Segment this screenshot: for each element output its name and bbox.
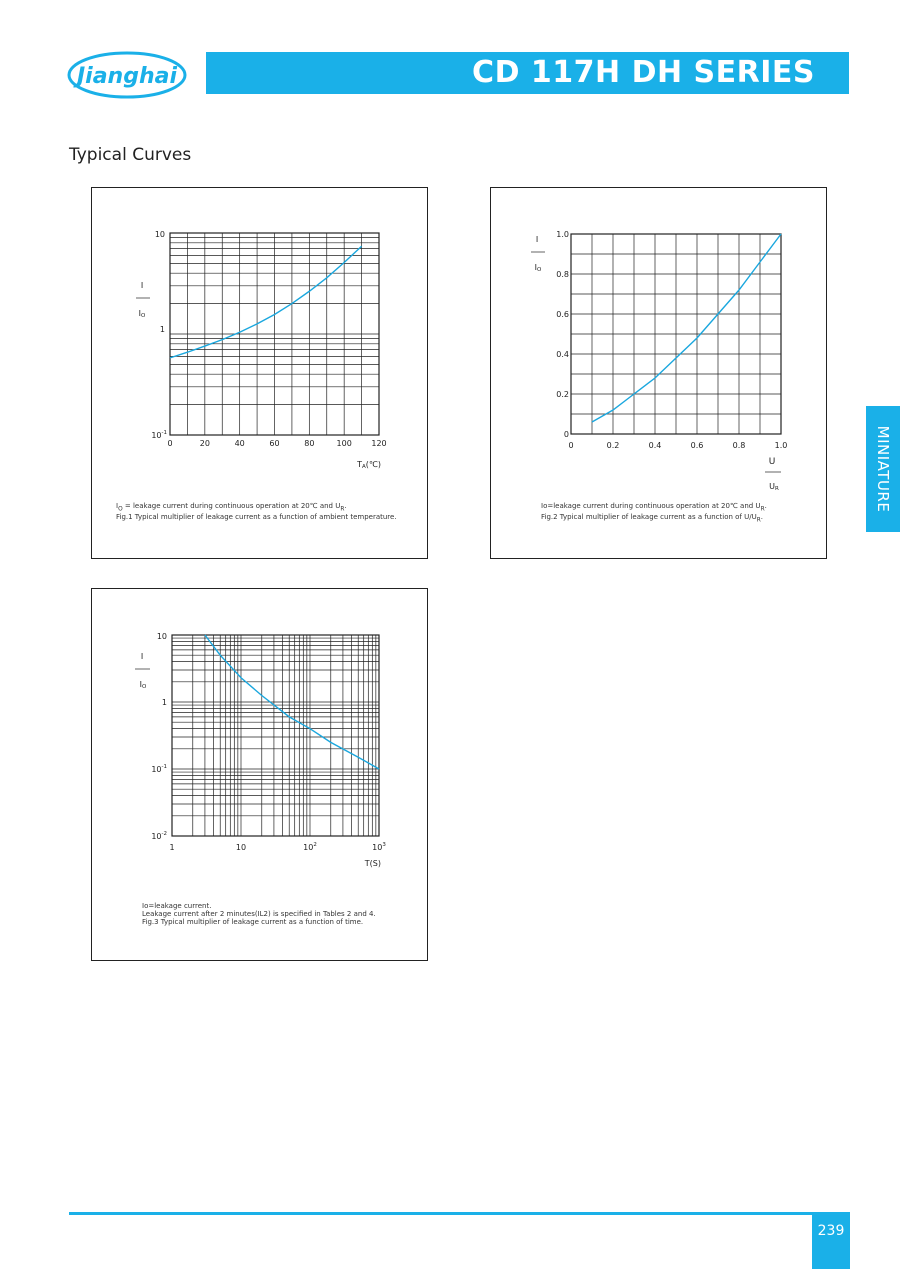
fig2-x-tick-label: 1.0 (774, 441, 788, 450)
fig1-x-tick-label: 20 (199, 439, 210, 448)
fig2-ylabel-numerator: I (535, 235, 539, 244)
side-tab (866, 406, 900, 532)
series-title: CD 117H DH SERIES (472, 55, 815, 90)
fig2-x-tick-label: 0.4 (648, 441, 662, 450)
fig3-caption-line-1: Io=leakage current. (142, 902, 212, 910)
fig3-panel (91, 588, 428, 961)
fig3-x-tick-label: $10^3$ (372, 842, 386, 852)
fig2-y-tick-label: 0 (563, 430, 569, 439)
fig2-y-tick-label: 0.6 (556, 310, 569, 319)
fig3-y-tick-label: $10^{-1}$ (151, 764, 167, 774)
fig3-caption-line-3: Fig.3 Typical multiplier of leakage current as a function of time. (142, 918, 364, 926)
fig3-ylabel-numerator: I (140, 652, 144, 661)
fig2-y-tick-label: 1.0 (556, 230, 569, 239)
fig3-y-tick-label: $10^{-2}$ (151, 831, 167, 841)
section-title: Typical Curves (69, 145, 192, 165)
fig2-x-tick-label: 0.2 (606, 441, 620, 450)
fig1-caption-line-1: $I_O$ = leakage current during continuous operation at 20℃ and $U_R$. (116, 502, 347, 513)
fig3-ylabel-denominator: IO (139, 680, 147, 690)
page-number-box (812, 1215, 850, 1269)
page-number: 239 (817, 1223, 845, 1239)
fig2-xlabel-numerator: U (768, 457, 776, 467)
fig3-x-tick-label: $10^2$ (303, 842, 317, 852)
fig3-plot-frame (172, 635, 379, 836)
fig3-caption (142, 902, 376, 926)
fig2-x-tick-label: 0 (568, 441, 574, 450)
side-tab-label: MINIATURE (874, 425, 892, 513)
fig3-y-tick-label: 10 (156, 632, 167, 641)
fig2-panel (490, 187, 827, 559)
fig2-y-tick-label: 0.8 (556, 270, 569, 279)
fig3-caption-line-2: Leakage current after 2 minutes(IL2) is specified in Tables 2 and 4. (142, 910, 376, 918)
fig2-x-tick-label: 0.8 (732, 441, 746, 450)
fig2-caption-line-2: Fig.2 Typical multiplier of leakage current as a function of $U/U_R$. (541, 513, 764, 524)
brand-logo (66, 50, 188, 100)
fig2-ylabel-denominator: IO (534, 263, 542, 273)
fig3-y-tick-label: 1 (161, 698, 167, 707)
fig2-y-tick-label: 0.4 (556, 350, 569, 359)
fig2-caption-line-1: Io=leakage current during continuous operation at 20℃ and $U_R$. (541, 502, 767, 513)
fig2-y-tick-label: 0.2 (556, 390, 569, 399)
fig1-x-tick-label: 60 (269, 439, 280, 448)
fig2-caption (541, 502, 767, 525)
fig1-curve (170, 246, 362, 358)
fig3-x-tick-label: 1 (169, 843, 175, 852)
fig1-xlabel: TA(℃) (357, 460, 381, 470)
fig1-x-tick-label: 120 (371, 439, 387, 448)
fig1-x-tick-label: 40 (234, 439, 245, 448)
fig1-panel (91, 187, 428, 559)
fig1-y-tick-label: 1 (159, 325, 165, 334)
fig2-x-tick-label: 0.6 (690, 441, 704, 450)
fig1-ylabel-denominator: IO (138, 309, 146, 319)
fig1-ylabel-numerator: I (140, 281, 144, 290)
brand-logo-text: Jianghai (76, 64, 178, 89)
fig1-x-tick-label: 80 (304, 439, 315, 448)
fig3-xlabel: T(S) (364, 859, 381, 868)
fig1-caption (116, 502, 397, 521)
fig3-x-tick-label: 10 (235, 843, 247, 852)
fig1-x-tick-label: 0 (167, 439, 173, 448)
fig1-x-tick-label: 100 (336, 439, 352, 448)
footer-line (69, 1212, 850, 1215)
fig1-y-tick-label: $10^{-1}$ (151, 430, 167, 440)
fig1-y-tick-label: 10 (154, 230, 165, 239)
fig1-caption-line-2: Fig.1 Typical multiplier of leakage current as a function of ambient temperature. (116, 513, 397, 522)
title-bar (206, 52, 849, 94)
fig2-xlabel-denominator: UR (769, 482, 779, 492)
